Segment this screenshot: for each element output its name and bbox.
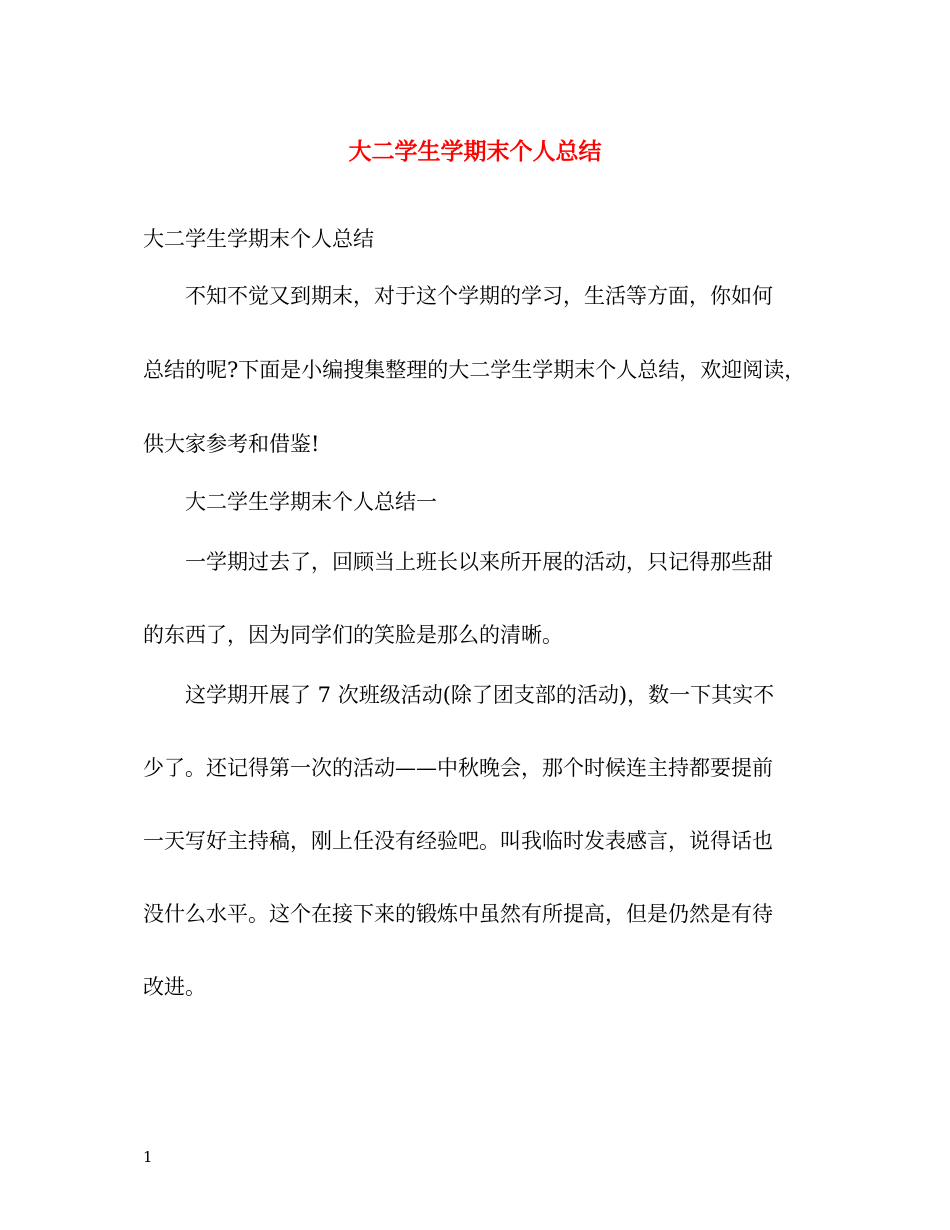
- paragraph-two-line-3: 一天写好主持稿，刚上任没有经验吧。叫我临时发表感言，说得话也: [143, 829, 773, 853]
- paragraph-one-line-1: 一学期过去了，回顾当上班长以来所开展的活动，只记得那些甜: [185, 550, 773, 574]
- paragraph-intro-line-2: 总结的呢?下面是小编搜集整理的大二学生学期末个人总结，欢迎阅读，: [143, 358, 806, 382]
- paragraph-two-line-4: 没什么水平。这个在接下来的锻炼中虽然有所提高，但是仍然是有待: [143, 902, 773, 926]
- page-number: 1: [143, 1148, 153, 1166]
- paragraph-intro-line-3: 供大家参考和借鉴!: [143, 432, 320, 456]
- document-title: 大二学生学期末个人总结: [348, 138, 602, 165]
- paragraph-two-line-5: 改进。: [143, 975, 206, 999]
- paragraph-intro-line-1: 不知不觉又到期末，对于这个学期的学习，生活等方面，你如何: [185, 284, 773, 308]
- subtitle-line: 大二学生学期末个人总结: [143, 227, 374, 251]
- paragraph-one-line-2: 的东西了，因为同学们的笑脸是那么的清晰。: [143, 623, 563, 647]
- paragraph-two-line-1: 这学期开展了 7 次班级活动(除了团支部的活动)，数一下其实不: [185, 683, 775, 707]
- paragraph-two-line-2: 少了。还记得第一次的活动——中秋晚会，那个时候连主持都要提前: [143, 756, 773, 780]
- section-heading-one: 大二学生学期末个人总结一: [185, 490, 437, 514]
